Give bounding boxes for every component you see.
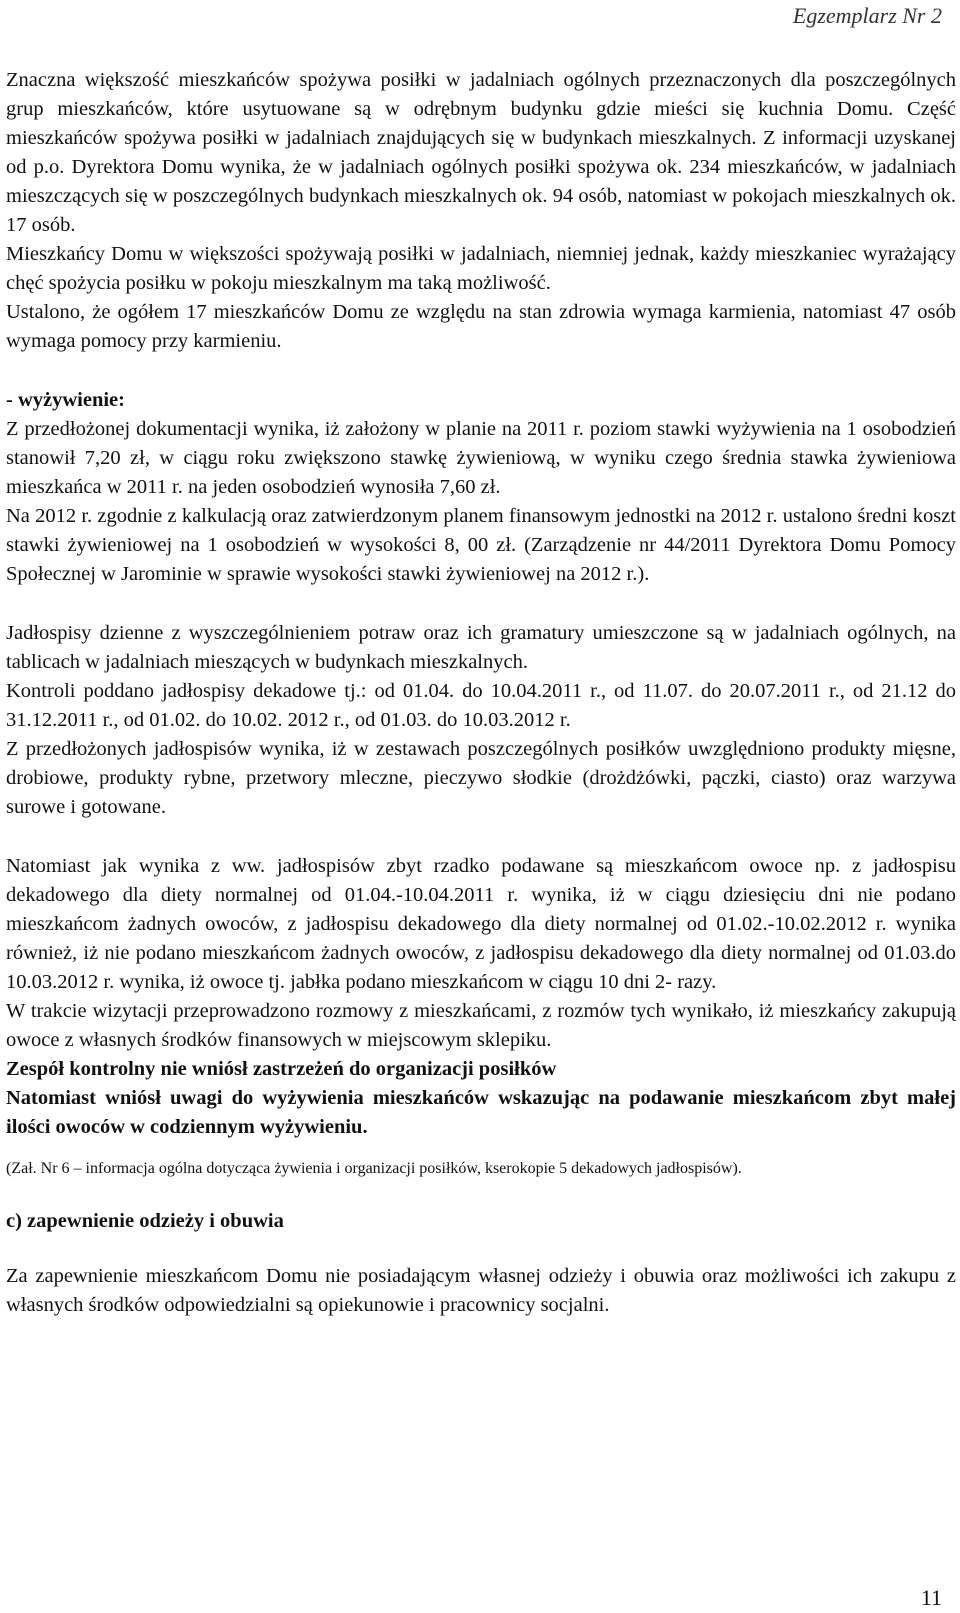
- paragraph-clothing-responsibility: Za zapewnienie mieszkańcom Domu nie posiadającym własnej odzieży i obuwia oraz możliwości ich zakupu z własnych środków odpowiedzialni są opiekunowie i pracownicy socjalni.: [6, 1265, 956, 1316]
- paragraph-menus-inspected: Kontroli poddano jadłospisy dekadowe tj.: od 01.04. do 10.04.2011 r., od 11.07. do 20.07.2011 r., od 21.12 do 31.12.2011 r., od 01.02. do 10.02. 2012 r., od 01.03. do 10.03.2012 r.: [6, 680, 956, 731]
- section-heading-clothing: c) zapewnienie odzieży i obuwia: [6, 1210, 284, 1232]
- paragraph-resident-interviews: W trakcie wizytacji przeprowadzono rozmowy z mieszkańcami, z rozmów tych wynikało, iż mieszkańcy zakupują owoce z własnych środków finansowych w miejscowym sklepiku.: [6, 1000, 956, 1051]
- paragraph-meal-rate-2011: Z przedłożonej dokumentacji wynika, iż założony w planie na 2011 r. poziom stawki wyżywienia na 1 osobodzień stanowił 7,20 zł, w ciągu roku zwiększono stawkę żywieniową, w wyniku czego średnia stawka żywieniowa mieszkańca w 2011 r. na jeden osobodzień wynosiła 7,60 zł.: [6, 418, 956, 498]
- paragraph-menu-contents: Z przedłożonych jadłospisów wynika, iż w zestawach poszczególnych posiłków uwzględniono produkty mięsne, drobiowe, produkty rybne, przetwory mleczne, pieczywo słodkie (drożdżówki, pączki, ciasto) oraz warzywa surowe i gotowane.: [6, 738, 956, 818]
- paragraph-meal-rate-2012: Na 2012 r. zgodnie z kalkulacją oraz zatwierdzonym planem finansowym jednostki na 2012 r. ustalono średni koszt stawki żywieniowej na 1 osobodzień w wysokości 8, 00 zł. (Zarządzenie nr 44/2011 Dyrektora Domu Pomocy Społecznej w Jarominie w sprawie wysokości stawki żywieniowej na 2012 r.).: [6, 505, 956, 585]
- document-body: [6, 66, 956, 1320]
- paragraph-menus-posted: Jadłospisy dzienne z wyszczególnieniem potraw oraz ich gramatury umieszczone są w jadalniach ogólnych, na tablicach w jadalniach mieszących w budynkach mieszkalnych.: [6, 622, 956, 673]
- attachment-note: (Zał. Nr 6 – informacja ogólna dotycząca żywienia i organizacji posiłków, kserokopie 5 dekadowych jadłospisów).: [6, 1160, 742, 1177]
- paragraph-fruit-shortage: Natomiast jak wynika z ww. jadłospisów zbyt rzadko podawane są mieszkańcom owoce np. z jadłospisu dekadowego dla diety normalnej od 01.04.-10.04.2011 r. wynika, iż w ciągu dziesięciu dni nie podano mieszkańcom żadnych owoców, z jadłospisu dekadowego dla diety normalnej od 01.02.-10.02.2012 r. wynika również, iż nie podano mieszkańcom żadnych owoców, z jadłospisu dekadowego dla diety normalnej od 01.03.do 10.03.2012 r. wynika, iż owoce tj. jabłka podano mieszkańcom w ciągu 10 dni 2- razy.: [6, 855, 956, 993]
- copy-number-header: Egzemplarz Nr 2: [792, 3, 942, 28]
- finding-no-objections: Zespół kontrolny nie wniósł zastrzeżeń do organizacji posiłków: [6, 1058, 557, 1080]
- finding-fruit-remark: Natomiast wniósł uwagi do wyżywienia mieszkańców wskazując na podawanie mieszkańcom zbyt małej ilości owoców w codziennym wyżywieniu.: [6, 1087, 956, 1138]
- page-number: 11: [920, 1585, 942, 1610]
- section-heading-nutrition: - wyżywienie:: [6, 389, 125, 411]
- paragraph-feeding-assistance: Ustalono, że ogółem 17 mieszkańców Domu ze względu na stan zdrowia wymaga karmienia, natomiast 47 osób wymaga pomocy przy karmieniu.: [6, 301, 956, 352]
- paragraph-meals-locations: Znaczna większość mieszkańców spożywa posiłki w jadalniach ogólnych przeznaczonych dla poszczególnych grup mieszkańców, które usytuowane są w odrębnym budynku gdzie mieści się kuchnia Domu. Część mieszkańców spożywa posiłki w jadalniach znajdujących się w budynkach mieszkalnych. Z informacji uzyskanej od p.o. Dyrektora Domu wynika, że w jadalniach ogólnych posiłki spożywa ok. 234 mieszkańców, w jadalniach mieszczących się w poszczególnych budynkach mieszkalnych ok. 94 osób, natomiast w pokojach mieszkalnych ok. 17 osób.: [6, 69, 956, 236]
- paragraph-meals-dining-rooms: Mieszkańcy Domu w większości spożywają posiłki w jadalniach, niemniej jednak, każdy mieszkaniec wyrażający chęć spożycia posiłku w pokoju mieszkalnym ma taką możliwość.: [6, 243, 956, 294]
